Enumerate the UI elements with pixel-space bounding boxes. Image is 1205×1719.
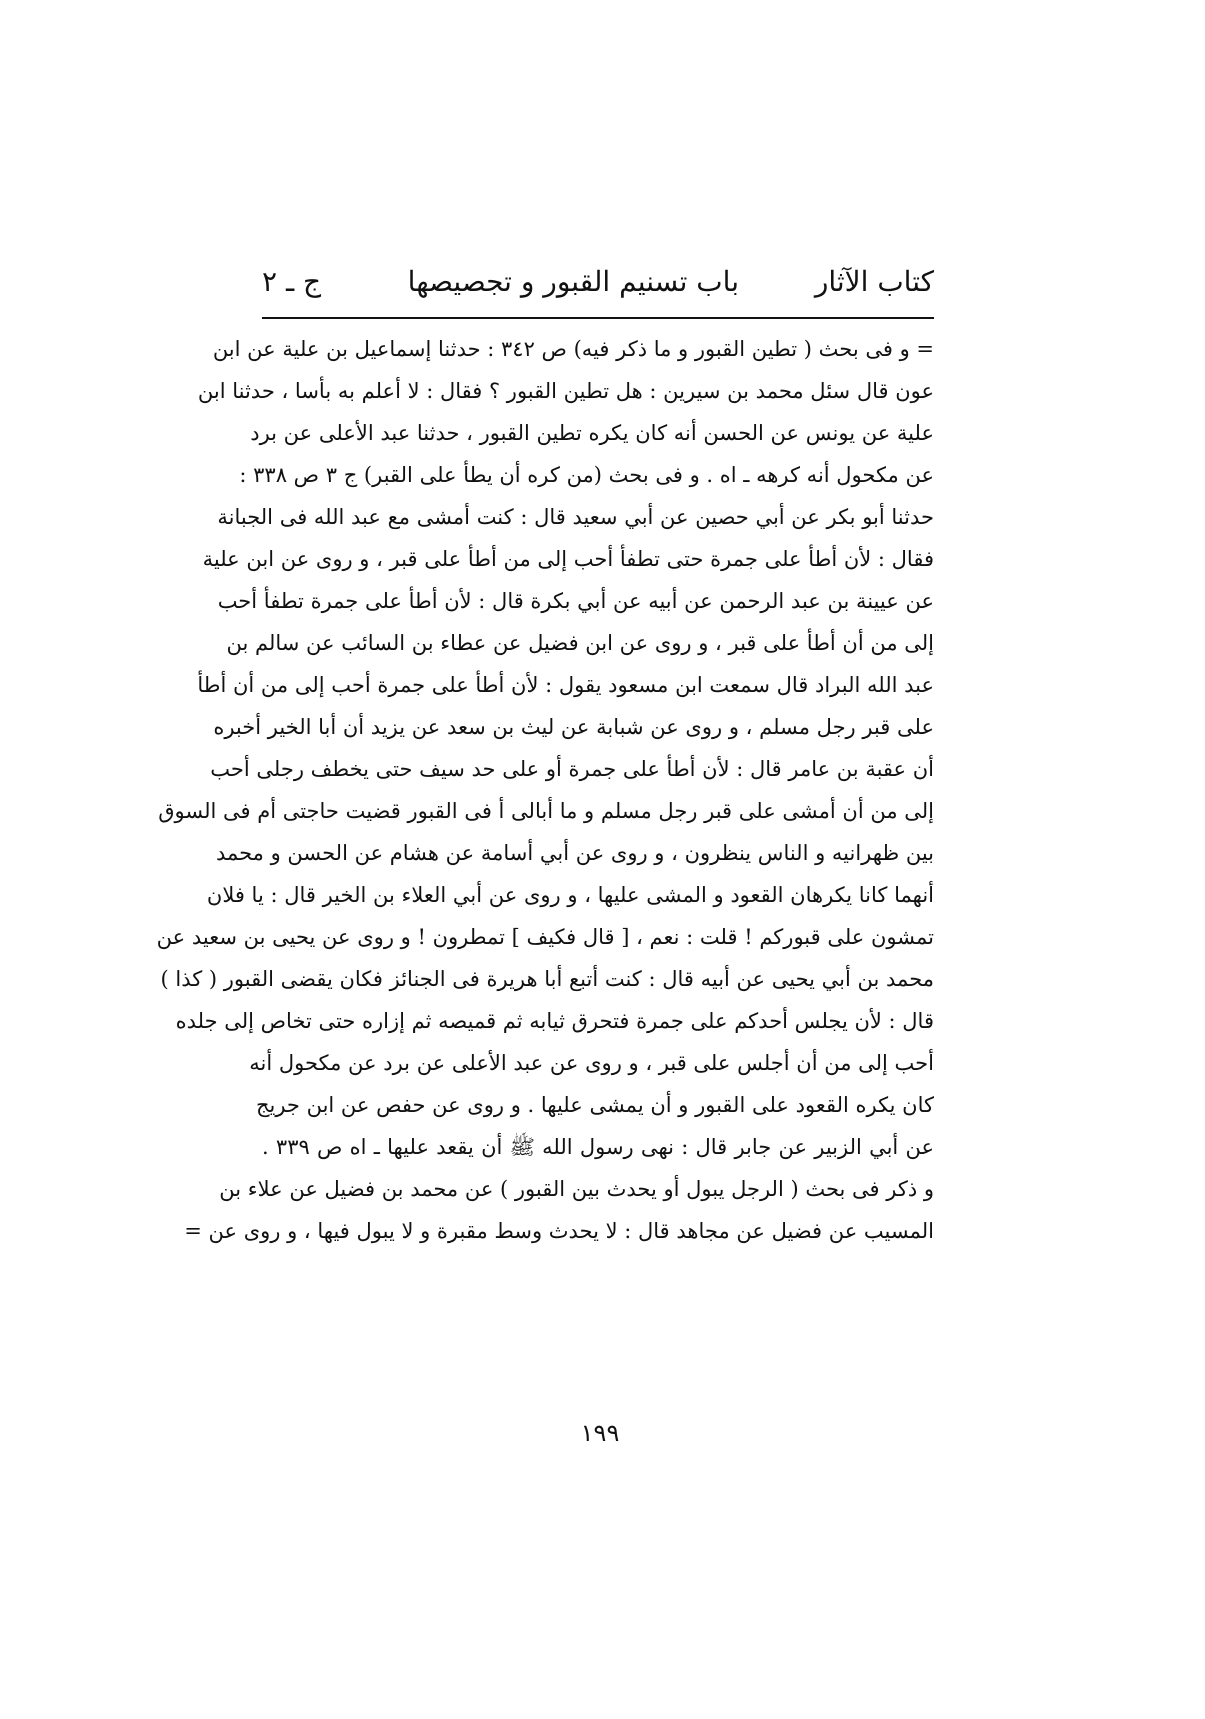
text-line: تمشون على قبوركم ! قلت : نعم ، [ قال فكيف ] تمطرون ! و روى عن يحيى بن سعيد عن	[156, 925, 934, 949]
running-header	[262, 262, 934, 310]
text-line: إلى من أن أمشى على قبر رجل مسلم و ما أبالى أ فى القبور قضيت حاجتى أم فى السوق	[158, 799, 934, 823]
text-line: عبد الله البراد قال سمعت ابن مسعود يقول : لأن أطأ على جمرة أحب إلى من أن أطأ	[197, 673, 934, 697]
text-line: عون قال سئل محمد بن سيرين : هل تطين القبور ؟ فقال : لا أعلم به بأسا ، حدثنا ابن	[197, 379, 934, 403]
text-line: قال : لأن يجلس أحدكم على جمرة فتحرق ثيابه ثم قميصه ثم إزاره حتى تخاص إلى جلده	[175, 1009, 934, 1033]
text-line: عن أبي الزبير عن جابر قال : نهى رسول الله ﷺ أن يقعد عليها ـ اه ص ٣٣٩ .	[262, 1135, 934, 1159]
text-line: فقال : لأن أطأ على جمرة حتى تطفأ أحب إلى من أطأ على قبر ، و روى عن ابن علية	[202, 547, 934, 571]
text-line: = و فى بحث ( تطين القبور و ما ذكر فيه) ص ٣٤٢ : حدثنا إسماعيل بن علية عن ابن	[212, 337, 934, 361]
text-line: حدثنا أبو بكر عن أبي حصين عن أبي سعيد قال : كنت أمشى مع عبد الله فى الجبانة	[217, 505, 934, 529]
page-number: ١٩٩	[580, 1419, 620, 1447]
text-line: محمد بن أبي يحيى عن أبيه قال : كنت أتبع أبا هريرة فى الجنائز فكان يقضى القبور ( كذا )	[160, 967, 934, 991]
volume-number: ج ـ ٢	[262, 265, 322, 298]
text-line: أن عقبة بن عامر قال : لأن أطأ على جمرة أو على حد سيف حتى يخطف رجلى أحب	[210, 757, 934, 781]
text-line: على قبر رجل مسلم ، و روى عن شبابة عن ليث بن سعد عن يزيد أن أبا الخير أخبره	[213, 715, 934, 739]
text-line: المسيب عن فضيل عن مجاهد قال : لا يحدث وسط مقبرة و لا يبول فيها ، و روى عن =	[184, 1219, 934, 1243]
text-line: أحب إلى من أن أجلس على قبر ، و روى عن عبد الأعلى عن برد عن مكحول أنه	[249, 1051, 934, 1075]
header-rule	[262, 317, 934, 319]
text-line: و ذكر فى بحث ( الرجل يبول أو يحدث بين القبور ) عن محمد بن فضيل عن علاء بن	[219, 1177, 934, 1201]
text-line: كان يكره القعود على القبور و أن يمشى عليها . و روى عن حفص عن ابن جريج	[255, 1093, 934, 1117]
body-text	[156, 328, 934, 1378]
text-line: أنهما كانا يكرهان القعود و المشى عليها ، و روى عن أبي العلاء بن الخير قال : يا فلان	[206, 883, 934, 907]
text-line: بين ظهرانيه و الناس ينظرون ، و روى عن أبي أسامة عن هشام عن الحسن و محمد	[215, 841, 934, 865]
text-line: إلى من أن أطأ على قبر ، و روى عن ابن فضيل عن عطاء بن السائب عن سالم بن	[226, 631, 934, 655]
text-line: عن مكحول أنه كرهه ـ اه . و فى بحث (من كره أن يطأ على القبر) ج ٣ ص ٣٣٨ :	[239, 463, 934, 487]
text-line: عن عيينة بن عبد الرحمن عن أبيه عن أبي بكرة قال : لأن أطأ على جمرة تطفأ أحب	[217, 589, 934, 613]
chapter-title: باب تسنيم القبور و تجصيصها	[407, 265, 739, 298]
text-line: علية عن يونس عن الحسن أنه كان يكره تطين القبور ، حدثنا عبد الأعلى عن برد	[250, 421, 934, 445]
book-title: كتاب الآثار	[814, 265, 934, 298]
